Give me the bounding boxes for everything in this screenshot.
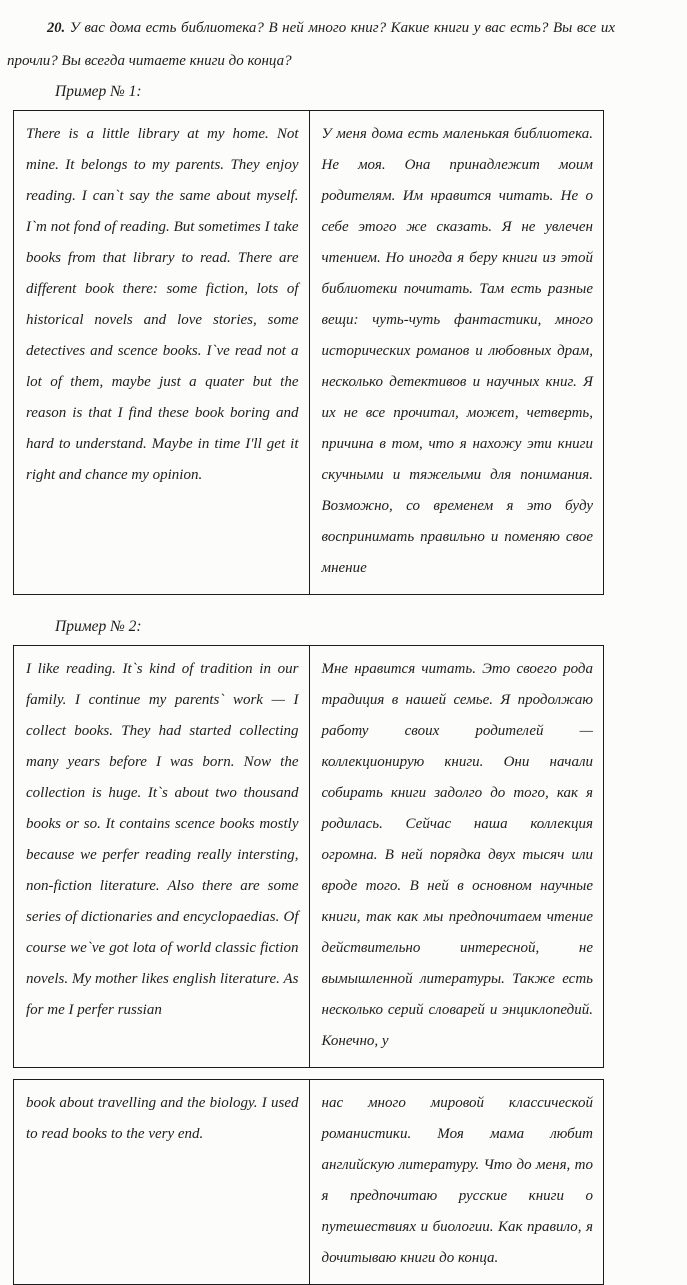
example-2-english-cell: I like reading. It`s kind of tradition in our family. I continue my parents` work — I collect books. They had started collecting many years before I was born. Now the collection is huge. It`s about two thousand books or so. It contains scence books mostly because we perfer reading really intersting, non-fiction literature. Also there are some series of dictionaries and encyclopaedias. Of course we`ve got lota of world classic fiction novels. My mother likes english literature. As for me I perfer russian [26,661,299,1018]
question-text: У вас дома есть библиотека? В ней много книг? Какие книги у вас есть? Вы все их прочли? Вы всегда читаете книги до конца? [7,20,615,69]
question-paragraph [7,12,615,78]
continuation-english-cell: book about travelling and the biology. I used to read books to the very end. [26,1095,299,1142]
example-2-label: Пример № 2: [55,618,142,635]
document-page [0,12,687,1285]
example-1-label: Пример № 1: [55,83,142,100]
example-2-russian-cell: Мне нравится читать. Это своего рода традиция в нашей семье. Я продолжаю работу своих родителей — коллекционирую книги. Они начали собирать книги задолго до того, как я родилась. Сейчас наша коллекция огромна. В ней порядка двух тысяч или вроде того. В ней в основном научные книги, так как мы предпочитаем чтение действительно интересной, не вымышленной литературы. Также есть несколько серий словарей и энциклопедий. Конечно, у [309,646,604,1067]
example-2-table [13,645,604,1068]
example-1-table [13,110,604,595]
example-2-continuation-table [13,1079,604,1285]
example-1-english-cell: There is a little library at my home. Not mine. It belongs to my parents. They enjoy reading. I can`t say the same about myself. I`m not fond of reading. But sometimes I take books from that library to read. There are different book there: some fiction, lots of historical novels and love stories, some detectives and scence books. I`ve read not a lot of them, maybe just a quater but the reason is that I find these book boring and hard to understand. Maybe in time I'll get it right and chance my opinion. [26,126,299,483]
example-1-russian-cell: У меня дома есть маленькая библиотека. Не моя. Она принадлежит моим родителям. Им нравится читать. Не о себе этого же сказать. Я не увлечен чтением. Но иногда я беру книги из этой библиотеки почитать. Там есть разные вещи: чуть-чуть фантастики, много исторических романов и любовных драм, несколько детективов и научных книг. Я их не все прочитал, может, четверть, причина в том, что я нахожу эти книги скучными и тяжелыми для понимания. Возможно, со временем я это буду воспринимать правильно и поменяю свое мнение [309,111,604,594]
question-number: 20. [47,20,66,36]
continuation-russian-cell: нас много мировой классической романистики. Моя мама любит английскую литературу. Что до меня, то я предпочитаю русские книги о путешествиях и биологии. Как правило, я дочитываю книги до конца. [309,1080,604,1284]
